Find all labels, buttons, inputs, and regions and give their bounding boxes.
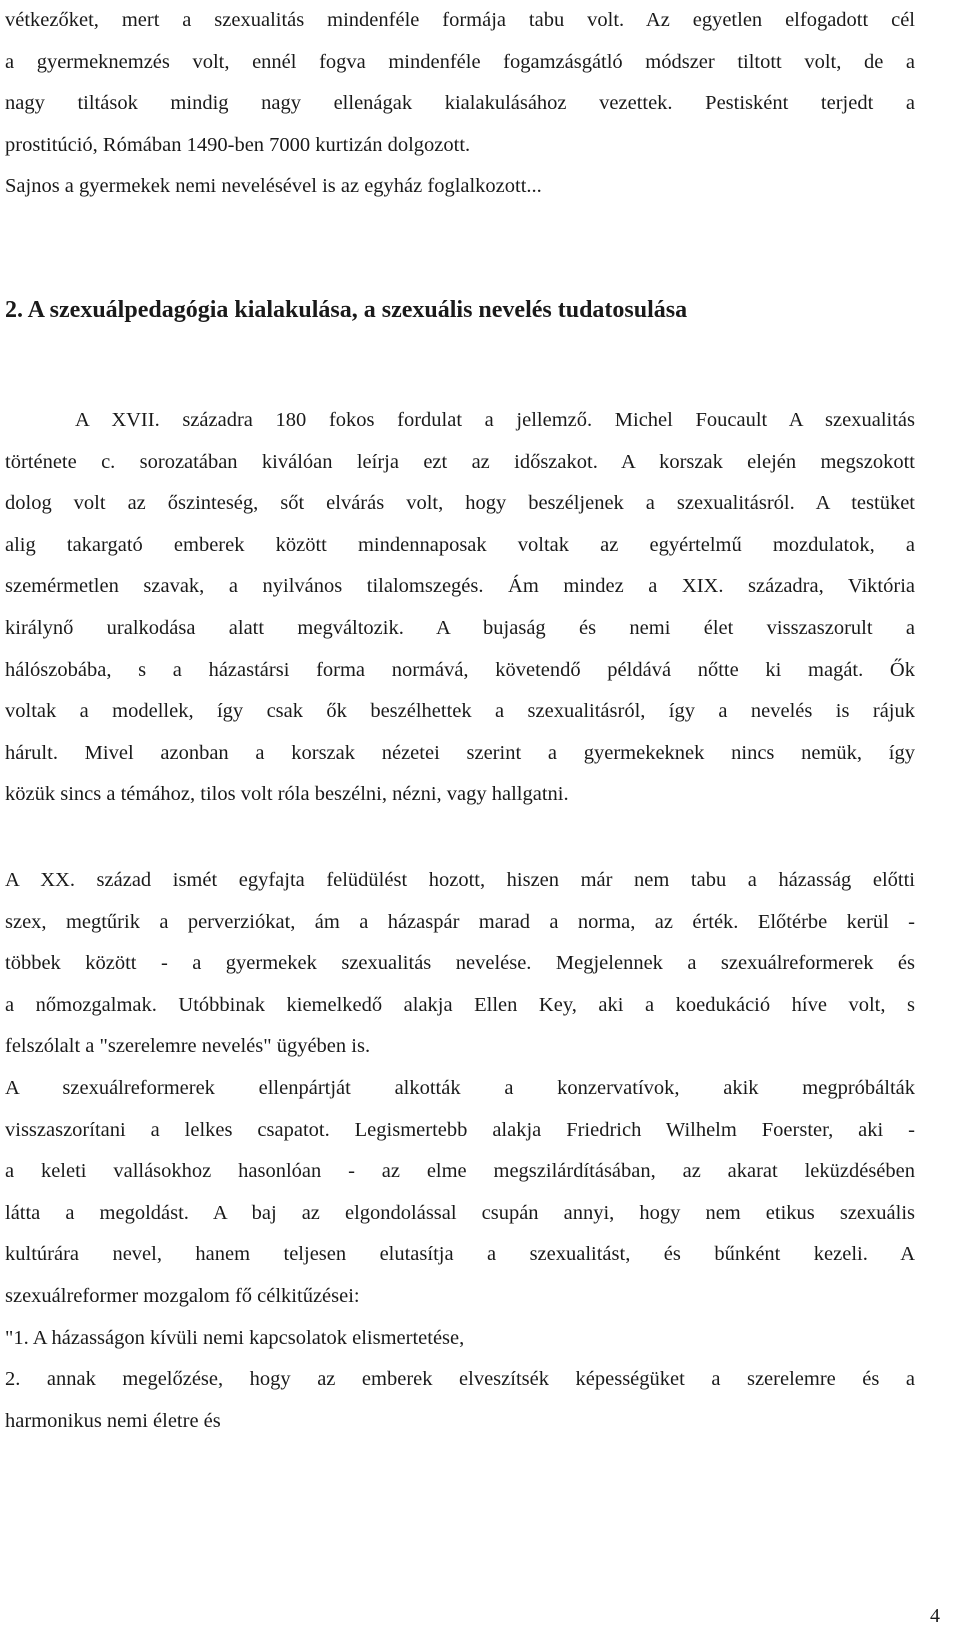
text-line: hárult. Mivel azonban a korszak nézetei szerint a gyermekeknek nincs nemük, így xyxy=(5,741,915,764)
text-line: királynő uralkodása alatt megváltozik. A bujaság és nemi élet visszaszorult a xyxy=(5,616,915,639)
text-line: szex, megtűrik a perverziókat, ám a házaspár marad a norma, az érték. Előtérbe kerül - xyxy=(5,910,915,933)
text-line: szexuálreformer mozgalom fő célkitűzései: xyxy=(5,1284,360,1307)
text-line: A XVII. századra 180 fokos fordulat a jellemző. Michel Foucault A szexualitás xyxy=(75,409,915,431)
text-line: a gyermeknemzés volt, ennél fogva mindenféle fogamzásgátló módszer tiltott volt, de a xyxy=(5,50,915,73)
text-line: látta a megoldást. A baj az elgondolással csupán annyi, hogy nem etikus szexuális xyxy=(5,1201,915,1224)
text-line: közük sincs a témához, tilos volt róla beszélni, nézni, vagy hallgatni. xyxy=(5,783,569,806)
text-line: Sajnos a gyermekek nemi nevelésével is az egyház foglalkozott... xyxy=(5,175,542,198)
text-line: története c. sorozatában kiválóan leírja ezt az időszakot. A korszak elején megszokott xyxy=(5,450,915,473)
text-line: hálószobába, s a házastársi forma normává, követendő példává nőtte ki magát. Ők xyxy=(5,658,915,681)
text-line: visszaszorítani a lelkes csapatot. Legismertebb alakja Friedrich Wilhelm Foerster, aki - xyxy=(5,1118,915,1141)
text-line: többek között - a gyermekek szexualitás nevelése. Megjelennek a szexuálreformerek és xyxy=(5,952,915,975)
text-line: vétkezőket, mert a szexualitás mindenféle formája tabu volt. Az egyetlen elfogadott cél xyxy=(5,9,915,31)
text-line: felszólalt a "szerelemre nevelés" ügyében is. xyxy=(5,1035,371,1058)
list-item: "1. A házasságon kívüli nemi kapcsolatok elismertetése, xyxy=(5,1326,465,1349)
page-number: 4 xyxy=(930,1605,940,1627)
text-line: A szexuálreformerek ellenpártját alkották a konzervatívok, akik megpróbálták xyxy=(5,1076,915,1099)
text-line: dolog volt az őszinteség, sőt elvárás volt, hogy beszéljenek a szexualitásról. A testüket xyxy=(5,492,915,515)
text-line: alig takargató emberek között mindennaposak voltak az egyértelmű mozdulatok, a xyxy=(5,533,915,556)
text-line: harmonikus nemi életre és xyxy=(5,1409,221,1432)
paragraph-1 xyxy=(5,0,915,208)
paragraph-2 xyxy=(5,400,915,816)
paragraph-3 xyxy=(5,860,915,1442)
section-heading: 2. A szexuálpedagógia kialakulása, a szexuális nevelés tudatosulása xyxy=(5,297,688,323)
text-line: A XX. század ismét egyfajta felüdülést hozott, hiszen már nem tabu a házasság előtti xyxy=(5,869,915,891)
list-item: 2. annak megelőzése, hogy az emberek elveszítsék képességüket a szerelemre és a xyxy=(5,1368,915,1391)
text-line: nagy tiltások mindig nagy ellenágak kialakulásához vezettek. Pestisként terjedt a xyxy=(5,92,915,115)
text-line: szemérmetlen szavak, a nyilvános tilalomszegés. Ám mindez a XIX. századra, Viktória xyxy=(5,575,915,598)
text-line: voltak a modellek, így csak ők beszélhettek a szexualitásról, így a nevelés is rájuk xyxy=(5,700,915,723)
text-line: prostitúció, Rómában 1490-ben 7000 kurtizán dolgozott. xyxy=(5,133,471,156)
text-line: a nőmozgalmak. Utóbbinak kiemelkedő alakja Ellen Key, aki a koedukáció híve volt, s xyxy=(5,993,915,1016)
text-line: kultúrára nevel, hanem teljesen elutasítja a szexualitást, és bűnként kezeli. A xyxy=(5,1243,915,1266)
text-line: a keleti vallásokhoz hasonlóan - az elme megszilárdításában, az akarat leküzdésében xyxy=(5,1160,915,1183)
